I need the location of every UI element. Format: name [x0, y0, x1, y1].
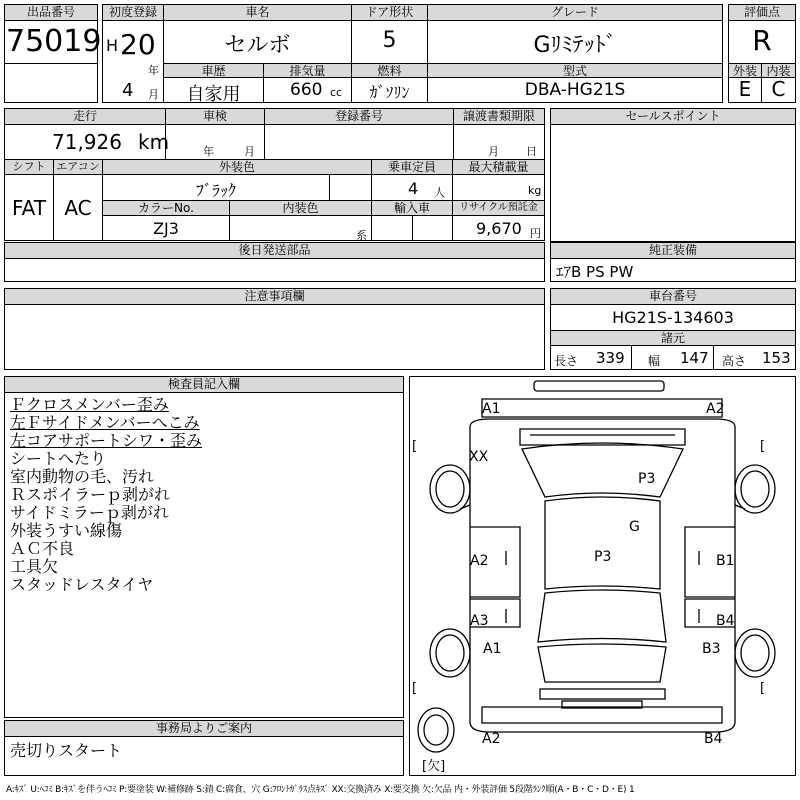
- inspector-remark: Ｆクロスメンバー歪み: [10, 395, 169, 414]
- spec-header: 諸元: [550, 330, 796, 346]
- inspection-year-unit: 年: [203, 145, 214, 158]
- history: 自家用: [186, 84, 241, 105]
- inspector-header: 検査員記入欄: [4, 376, 404, 393]
- max-load-unit: kg: [528, 184, 542, 197]
- inspector-remark: Ｒスポイラーｐ剥がれ: [10, 485, 171, 504]
- fuel: ｶﾞｿﾘﾝ: [369, 83, 410, 102]
- transfer-deadline-header: 譲渡書類期限: [453, 108, 545, 125]
- displacement-header: 排気量: [263, 63, 352, 78]
- damage-left-rear-door: A3: [470, 613, 489, 629]
- year-unit: 年: [148, 64, 159, 77]
- damage-hood: XX: [469, 449, 489, 465]
- damage-left-rear-fender: A1: [483, 641, 502, 657]
- car-name: セルボ: [224, 33, 291, 58]
- model-header: 型式: [427, 63, 723, 78]
- interior-color-header: 内装色: [229, 200, 372, 216]
- shift: FAT: [11, 196, 46, 220]
- inspector-remark: シートへたり: [10, 449, 107, 468]
- score: R: [752, 24, 772, 57]
- month-unit: 月: [148, 88, 159, 101]
- bracket-left: [: [412, 439, 418, 454]
- displacement-unit: cc: [330, 86, 343, 99]
- interior-header: 内装: [761, 63, 796, 78]
- color-number: ZJ3: [153, 219, 179, 238]
- transfer-month-unit: 月: [488, 145, 499, 158]
- bracket-right: [: [760, 439, 766, 454]
- equipment: ｴｱB PS PW: [556, 263, 634, 281]
- damage-right-rear-door: B4: [716, 613, 735, 629]
- displacement: 660: [290, 80, 323, 100]
- first-registration-header: 初度登録: [102, 4, 164, 21]
- later-parts-header: 後日発送部品: [4, 242, 545, 259]
- chassis-number: HG21S-134603: [612, 308, 734, 327]
- inspector-remark: 左コアサポートシワ・歪み: [10, 431, 203, 450]
- aircon-header: エアコン: [53, 159, 103, 175]
- first-registration-year: 20: [120, 28, 156, 61]
- later-parts-cell: [4, 258, 545, 282]
- lot-number-blank: [4, 63, 98, 103]
- recycle-fee: 9,670: [476, 219, 522, 238]
- bracket-left-rear: [: [412, 681, 418, 696]
- fuel-header: 燃料: [351, 63, 428, 78]
- chassis-number-header: 車台番号: [550, 288, 796, 305]
- sales-point-cell: [550, 124, 796, 242]
- damage-cabin: P3: [594, 549, 612, 565]
- mileage-header: 走行: [4, 108, 166, 125]
- inspection-month-unit: 月: [244, 145, 255, 158]
- grade: Gﾘﾐﾃｯﾄﾞ: [533, 33, 617, 58]
- exterior-header: 外装: [728, 63, 762, 78]
- exterior-color-extra: [329, 174, 372, 201]
- office-message: 売切りスタート: [10, 741, 123, 760]
- damage-rear-left: A2: [482, 731, 501, 747]
- interior-color-unit: 系: [356, 229, 367, 242]
- recycle-fee-header: リサイクル預託金: [452, 200, 545, 216]
- damage-left-front-door: A2: [470, 553, 489, 569]
- door-type: 5: [382, 28, 397, 53]
- damage-front-right: A2: [706, 401, 725, 417]
- office-header: 事務局よりご案内: [4, 720, 404, 737]
- capacity-header: 乗車定員: [371, 159, 453, 175]
- registration-number-cell: [264, 124, 454, 160]
- import-header: 輸入車: [371, 200, 453, 216]
- registration-number-header: 登録番号: [264, 108, 454, 125]
- door-type-header: ドア形状: [351, 4, 428, 21]
- damage-rear-right: B4: [704, 731, 723, 747]
- aircon: AC: [64, 196, 92, 220]
- length-label: 長さ: [554, 354, 579, 368]
- inspector-remark: スタッドレスタイヤ: [10, 575, 154, 594]
- height-value: 153: [762, 349, 791, 367]
- car-diagram: [409, 376, 796, 776]
- legend: A:ｷｽﾞ U:ﾍｺﾐ B:ｷｽﾞを伴うﾍｺﾐ P:要塗装 W:補修跡 S:錆 C:腐食、穴 G:ﾌﾛﾝﾄｶﾞﾗｽ点ｷｽﾞ XX:交換済み X:要交換 欠:欠品 内・外装評価 5段階ﾗﾝｸ順(A・B・C・D・E) 1: [6, 785, 635, 795]
- car-outline: [410, 377, 795, 775]
- exterior-grade: E: [738, 77, 752, 101]
- era-letter: H: [106, 36, 119, 55]
- capacity: 4: [408, 179, 419, 198]
- exterior-color: ﾌﾞﾗｯｸ: [195, 181, 236, 200]
- spare-tire-label: [欠]: [422, 759, 446, 774]
- damage-right-front-door: B1: [716, 553, 735, 569]
- inspector-remarks: [10, 396, 400, 594]
- caution-cell: [4, 304, 545, 370]
- inspector-remark: 室内動物の毛、汚れ: [10, 467, 155, 486]
- exterior-color-header: 外装色: [102, 159, 372, 175]
- damage-windshield: G: [629, 519, 640, 535]
- inspector-remark: 左Ｆサイドメンバーへこみ: [10, 413, 200, 432]
- lot-number: 75019: [6, 24, 102, 59]
- bracket-right-rear: [: [760, 681, 766, 696]
- color-number-header: カラーNo.: [102, 200, 230, 216]
- equipment-header: 純正装備: [550, 242, 796, 259]
- inspector-remark: ＡＣ不良: [10, 539, 75, 558]
- model: DBA-HG21S: [524, 80, 626, 100]
- max-load-header: 最大積載量: [452, 159, 545, 175]
- caution-header: 注意事項欄: [4, 288, 545, 305]
- inspector-remark: 外装うすい線傷: [10, 521, 123, 540]
- mileage-unit: km: [138, 130, 170, 154]
- import-cell-b: [412, 215, 453, 241]
- damage-right-rear-fender: B3: [702, 641, 721, 657]
- import-cell-a: [371, 215, 413, 241]
- interior-color-cell: [229, 215, 372, 241]
- recycle-fee-unit: 円: [530, 227, 541, 240]
- width-label: 幅: [648, 354, 661, 368]
- capacity-unit: 人: [434, 186, 445, 199]
- sales-point-header: セールスポイント: [550, 108, 796, 125]
- lot-number-header: 出品番号: [4, 4, 98, 21]
- damage-front-left: A1: [482, 401, 501, 417]
- inspector-remark: 工具欠: [10, 557, 59, 576]
- damage-roof: P3: [638, 471, 656, 487]
- history-header: 車歴: [163, 63, 264, 78]
- inspector-remark: サイドミラーｐ剥がれ: [10, 503, 169, 522]
- shift-header: シフト: [4, 159, 54, 175]
- car-name-header: 車名: [163, 4, 352, 21]
- mileage: 71,926: [52, 130, 122, 154]
- length-value: 339: [596, 349, 625, 367]
- height-label: 高さ: [722, 354, 747, 368]
- first-registration-month: 4: [122, 80, 134, 101]
- grade-header: グレード: [427, 4, 723, 21]
- score-header: 評価点: [728, 4, 796, 21]
- interior-grade: C: [771, 77, 786, 101]
- width-value: 147: [680, 349, 709, 367]
- inspection-header: 車検: [165, 108, 265, 125]
- transfer-day-unit: 日: [526, 145, 537, 158]
